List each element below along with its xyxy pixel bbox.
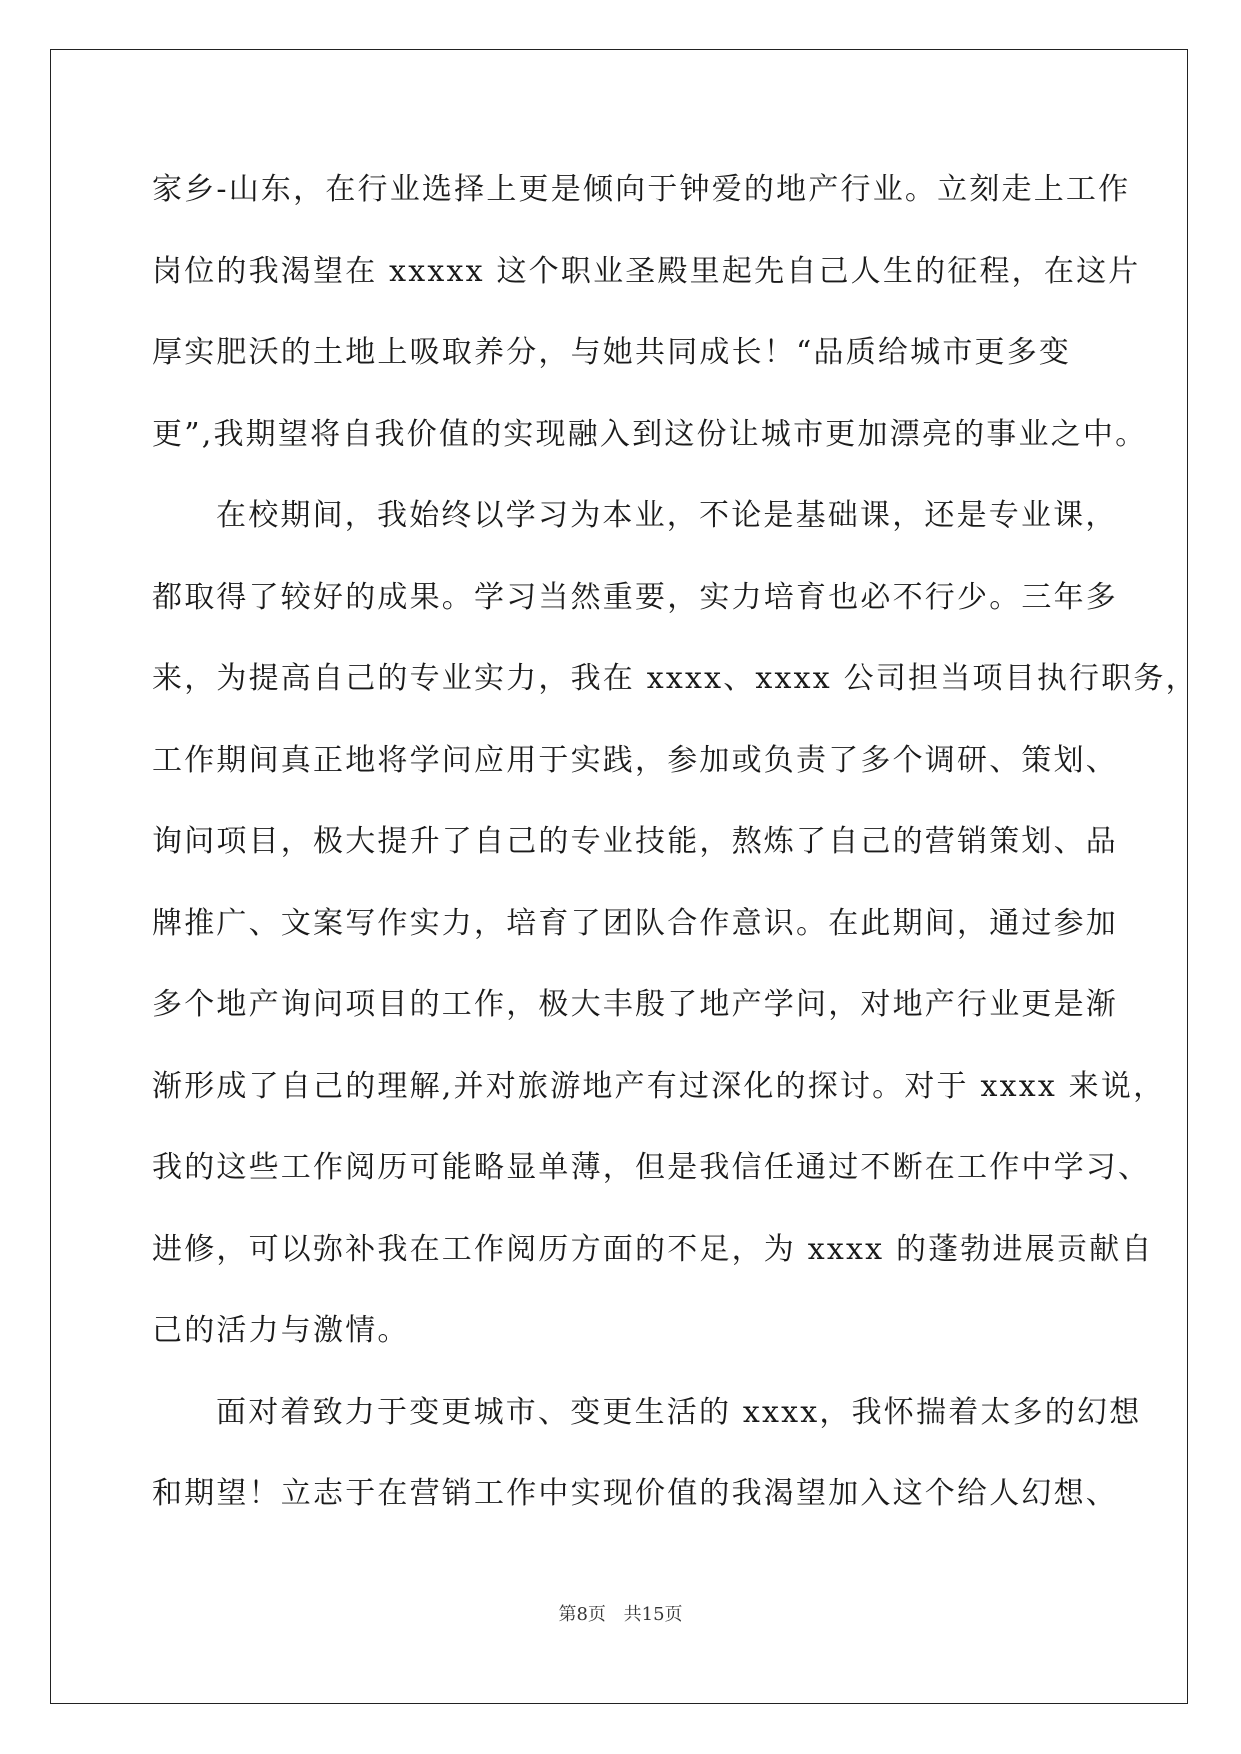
text-line: 更”,我期望将自我价值的实现融入到这份让城市更加漂亮的事业之中。: [152, 416, 1148, 452]
text-line: 来，为提高自己的专业实力，我在 xxxx、xxxx 公司担当项目执行职务，: [152, 661, 1198, 696]
text-line: 工作期间真正地将学问应用于实践，参加或负责了多个调研、策划、: [152, 742, 1118, 778]
text-line: 和期望！立志于在营销工作中实现价值的我渴望加入这个给人幻想、: [152, 1476, 1118, 1511]
text-line: 我的这些工作阅历可能略显单薄，但是我信任通过不断在工作中学习、: [152, 1150, 1151, 1185]
text-line: 己的活力与激情。: [152, 1313, 410, 1348]
text-line: 牌推广、文案写作实力，培育了团队合作意识。在此期间，通过参加: [152, 905, 1118, 941]
page-number: 第8页: [558, 1604, 606, 1625]
text-line: 岗位的我渴望在 xxxxx 这个职业圣殿里起先自己人生的征程，在这片: [152, 253, 1141, 289]
document-body: [152, 160, 1198, 1546]
text-line: 渐形成了自己的理解,并对旅游地产有过深化的探讨。对于 xxxx 来说，: [152, 1068, 1166, 1104]
text-line: 都取得了较好的成果。学习当然重要，实力培育也必不行少。三年多: [152, 579, 1118, 615]
paragraph-start-line: 在校期间，我始终以学习为本业，不论是基础课，还是专业课，: [216, 498, 1118, 533]
page-footer: [0, 1600, 1241, 1626]
text-line: 厚实肥沃的土地上吸取养分，与她共同成长！“品质给城市更多变: [152, 335, 1072, 370]
page-total: 共15页: [623, 1604, 683, 1625]
text-line: 进修，可以弥补我在工作阅历方面的不足，为 xxxx 的蓬勃进展贡献自: [152, 1231, 1154, 1267]
paragraph-start-line: 面对着致力于变更城市、变更生活的 xxxx，我怀揣着太多的幻想: [216, 1394, 1142, 1430]
text-line: 询问项目，极大提升了自己的专业技能，熬炼了自己的营销策划、品: [152, 824, 1118, 859]
text-line: 家乡-山东，在行业选择上更是倾向于钟爱的地产行业。立刻走上工作: [152, 172, 1131, 207]
text-line: 多个地产询问项目的工作，极大丰殷了地产学问，对地产行业更是渐: [152, 987, 1118, 1022]
